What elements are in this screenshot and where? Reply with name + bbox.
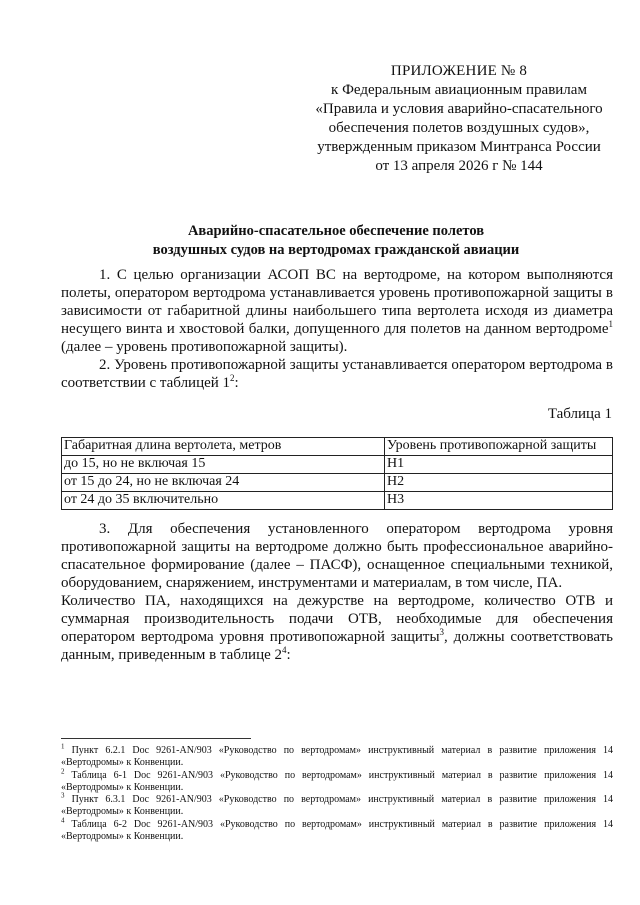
- table-cell: от 24 до 35 включительно: [62, 492, 385, 510]
- table-cell: до 15, но не включая 15: [62, 456, 385, 474]
- table-1-label: Таблица 1: [547, 406, 612, 422]
- footnote-separator: [61, 738, 251, 739]
- table-header-cell: Габаритная длина вертолета, метров: [62, 438, 385, 456]
- footnote: [61, 816, 613, 844]
- document-title-line: Аварийно-спасательное обеспечение полетов: [187, 223, 485, 239]
- footnote-ref: 1: [608, 319, 613, 329]
- footnote: [61, 742, 613, 770]
- footnote: [61, 767, 613, 795]
- body-section-2: [61, 520, 613, 664]
- table-header-row: [62, 438, 613, 456]
- footnote-ref: 2: [230, 373, 235, 383]
- footnote-ref: 4: [282, 645, 287, 655]
- paragraph-text: , должны соответствовать данным, приведенным в таблице 2: [61, 629, 613, 663]
- paragraph-2: [61, 356, 613, 392]
- paragraph-text: Количество ПА, находящихся на дежурстве на вертодроме, количество ОТВ и суммарная производительность подачи ОТВ, необходимые для обеспечения оператором вертодрома уровня противопожарной защиты: [61, 593, 613, 645]
- table-row: [62, 492, 613, 510]
- table-cell: H3: [385, 492, 613, 510]
- paragraph-text: 1. С целью организации АСОП ВС на вертодроме, на котором выполняются полеты, оператором вертодрома устанавливается уровень противопожарной защиты в зависимости от габаритной длины наибольшего типа вертолета исходя из диаметра несущего винта и хвостовой балки, допущенного для полетов на данном вертодроме: [61, 267, 613, 337]
- footnote-text: Таблица 6-1 Doc 9261-AN/903 «Руководство по вертодромам» инструктивный материал в развитие приложения 14 «Вертодромы» к Конвенции.: [61, 769, 613, 793]
- document-title-line: воздушных судов на вертодромах гражданской авиации: [152, 242, 520, 258]
- table-cell: H2: [385, 474, 613, 492]
- table-cell: от 15 до 24, но не включая 24: [62, 474, 385, 492]
- appendix-line: обеспечения полетов воздушных судов»,: [328, 120, 590, 136]
- paragraph-text: :: [234, 375, 239, 391]
- footnote-text: Пункт 6.3.1 Doc 9261-AN/903 «Руководство по вертодромам» инструктивный материал в развитие приложения 14 «Вертодромы» к Конвенции.: [61, 794, 613, 818]
- footnote-text: Пункт 6.2.1 Doc 9261-AN/903 «Руководство по вертодромам» инструктивный материал в развитие приложения 14 «Вертодромы» к Конвенции.: [61, 745, 613, 769]
- footnote-number: 2: [61, 767, 65, 776]
- footnote: [61, 791, 613, 819]
- footnote-number: 4: [61, 816, 65, 825]
- footnotes: [61, 742, 613, 843]
- table-row: [62, 456, 613, 474]
- paragraph-text: (далее – уровень противопожарной защиты).: [61, 339, 348, 355]
- footnote-number: 3: [61, 791, 65, 800]
- footnote-ref: 3: [439, 627, 445, 637]
- footnote-text: Таблица 6-2 Doc 9261-AN/903 «Руководство по вертодромам» инструктивный материал в развитие приложения 14 «Вертодромы» к Конвенции.: [61, 818, 613, 843]
- paragraph-text: :: [286, 647, 291, 663]
- appendix-header: [300, 62, 618, 176]
- paragraph-1: [61, 266, 613, 356]
- appendix-title: ПРИЛОЖЕНИЕ № 8: [390, 63, 528, 79]
- appendix-line: «Правила и условия аварийно-спасательного: [315, 101, 603, 117]
- table-1: [61, 437, 613, 510]
- table-header-cell: Уровень противопожарной защиты: [385, 438, 613, 456]
- body-section-1: [61, 266, 613, 392]
- document-title: [60, 222, 612, 260]
- appendix-line: от 13 апреля 2026 г № 144: [375, 158, 543, 174]
- table-row: [62, 474, 613, 492]
- table-cell: H1: [385, 456, 613, 474]
- paragraph-3: 3. Для обеспечения установленного оператором вертодрома уровня противопожарной защиты на вертодроме должно быть профессиональное аварийно-спасательное формирование (далее – ПАСФ), оснащенное специальными техникой, оборудованием, снаряжением, инструментами и материалам, в том числе, ПА.: [61, 521, 613, 591]
- appendix-line: к Федеральным авиационным правилам: [331, 82, 587, 98]
- footnote-number: 1: [61, 742, 65, 751]
- paragraph-4: [61, 592, 613, 664]
- paragraph-text: 2. Уровень противопожарной защиты устанавливается оператором вертодрома в соответствии с таблицей 1: [61, 357, 613, 391]
- appendix-line: утвержденным приказом Минтранса России: [317, 139, 601, 155]
